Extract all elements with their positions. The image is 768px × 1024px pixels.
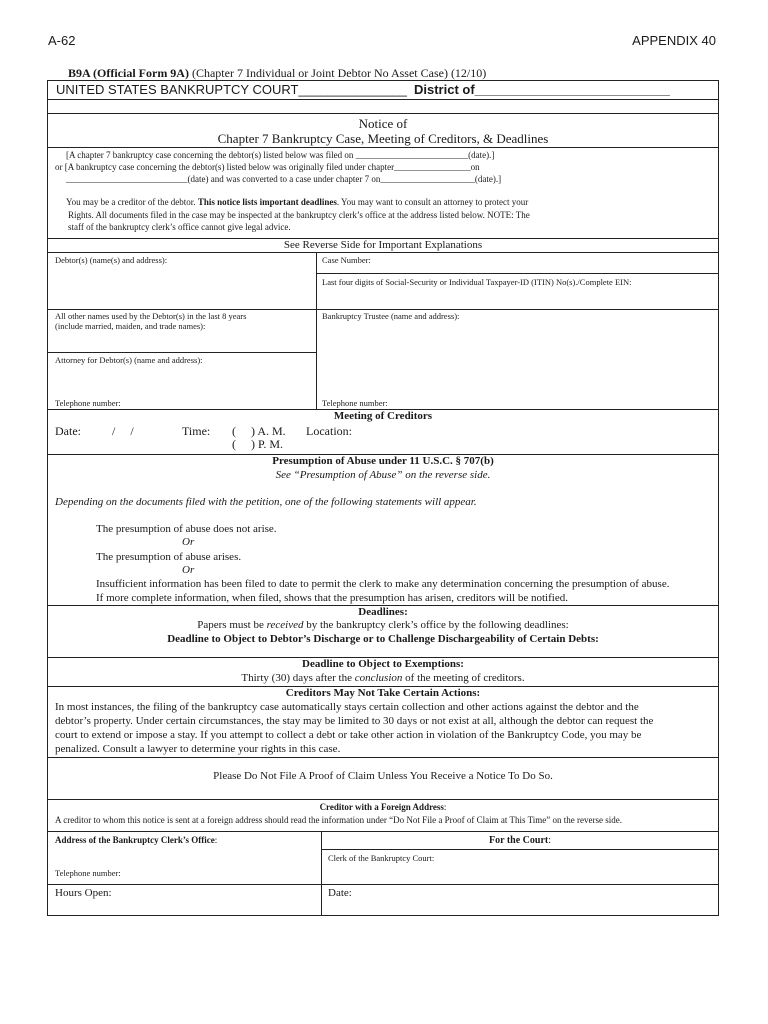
divider [316, 273, 719, 274]
divider [47, 309, 719, 310]
creditor-notice-1b: This notice lists important deadlines [197, 197, 337, 207]
foreign-title-text: Creditor with a Foreign Address [319, 802, 444, 812]
divider [47, 831, 719, 832]
presumption-depending: Depending on the documents filed with the petition, one of the following statements will appear. [55, 496, 477, 508]
filing-statement-b: or [A bankruptcy case concerning the debtor(s) listed below was originally filed under chapter_________________on [55, 162, 480, 172]
deadline-exemptions-c: of the meeting of creditors. [402, 672, 525, 684]
meeting-date-value: / / [112, 424, 134, 438]
presumption-or-2: Or [182, 564, 195, 576]
meeting-location-label: Location: [306, 424, 352, 438]
meeting-title: Meeting of Creditors [333, 410, 433, 422]
for-the-court-label [321, 835, 719, 846]
foreign-address-text: A creditor to whom this notice is sent at a foreign address should read the information under “Do Not File a Proof of Claim at This Time” on the reverse side. [55, 815, 622, 825]
district-label: District of___________________________ [414, 82, 670, 97]
for-the-court-text: For the Court [488, 835, 549, 846]
court-name: UNITED STATES BANKRUPTCY COURT_______________ [56, 82, 407, 97]
divider [47, 252, 719, 253]
clerk-address-label [55, 835, 217, 845]
actions-line-2: debtor’s property. Under certain circumstances, the stay may be limited to 30 days or not exist at all, although the debtor can request the [55, 715, 654, 727]
clerk-of-court-label: Clerk of the Bankruptcy Court: [328, 853, 435, 863]
notice-title-line1: Notice of [358, 116, 408, 131]
presumption-statement-3b: If more complete information, when filed, shows that the presumption has arisen, creditors will be notified. [96, 592, 568, 604]
filing-statement-c: ___________________________(date) and was converted to a case under chapter 7 on_____________________(date).] [66, 174, 502, 184]
form-identifier [68, 66, 486, 81]
presumption-or-1: Or [182, 536, 195, 548]
meeting-am: ( ) A. M. [232, 424, 286, 438]
deadline-discharge: Deadline to Object to Debtor’s Discharge or to Challenge Dischargeability of Certain Debts: [167, 633, 599, 645]
creditor-notice-3: staff of the bankruptcy clerk’s office cannot give legal advice. [68, 222, 291, 232]
creditor-notice-1 [66, 197, 528, 207]
actions-line-4: penalized. Consult a lawyer to determine your rights in this case. [55, 743, 341, 755]
other-names-label-1: All other names used by the Debtor(s) in the last 8 years [55, 311, 247, 321]
deadline-exemptions-b: conclusion [354, 672, 403, 684]
clerk-address-colon: : [214, 835, 218, 845]
footer-date-label: Date: [328, 887, 352, 899]
form-code: B9A (Official Form 9A) [68, 66, 189, 80]
divider [47, 757, 719, 758]
deadline-exemptions-title: Deadline to Object to Exemptions: [302, 658, 464, 670]
divider [47, 799, 719, 800]
actions-line-1: In most instances, the filing of the bankruptcy case automatically stays certain collection and other actions against the debtor and the [55, 701, 639, 713]
deadlines-papers [47, 619, 719, 631]
actions-line-3: court to extend or impose a stay. If you attempt to collect a debt or take other action in violation of the Bankruptcy Code, you may be [55, 729, 642, 741]
actions-title: Creditors May Not Take Certain Actions: [285, 687, 481, 699]
filing-statement-a: [A chapter 7 bankruptcy case concerning the debtor(s) listed below was filed on _________________________(date).] [66, 150, 495, 160]
meeting-pm: ( ) P. M. [232, 437, 284, 451]
divider [47, 352, 316, 353]
divider [47, 113, 719, 114]
deadlines-papers-c: by the bankruptcy clerk’s office by the following deadlines: [303, 619, 569, 631]
divider [316, 252, 317, 409]
notice-title-line2: Chapter 7 Bankruptcy Case, Meeting of Creditors, & Deadlines [217, 131, 549, 146]
divider [47, 147, 719, 148]
creditor-notice-1a: You may be a creditor of the debtor. [66, 197, 198, 207]
debtor-label: Debtor(s) (name(s) and address): [55, 255, 168, 265]
creditor-notice-1c: . You may want to consult an attorney to protect your [336, 197, 529, 207]
presumption-title: Presumption of Abuse under 11 U.S.C. § 707(b) [272, 455, 494, 467]
divider [47, 99, 719, 100]
creditor-notice-2: Rights. All documents filed in the case may be inspected at the bankruptcy clerk’s office at the address listed below. NOTE: The [68, 210, 530, 220]
meeting-date-label: Date: [55, 424, 81, 438]
foreign-title-colon: : [443, 802, 447, 812]
presumption-statement-3a: Insufficient information has been filed to date to permit the clerk to make any determination concerning the presumption of abuse. [96, 578, 670, 590]
foreign-address-title [47, 802, 719, 812]
form-description: (Chapter 7 Individual or Joint Debtor No Asset Case) (12/10) [191, 66, 487, 80]
page-number: A-62 [48, 33, 76, 48]
appendix-label: APPENDIX 40 [632, 33, 716, 48]
reverse-side-note: See Reverse Side for Important Explanations [283, 239, 483, 251]
hours-open-label: Hours Open: [55, 887, 112, 899]
deadlines-papers-a: Papers must be [197, 619, 267, 631]
attorney-label: Attorney for Debtor(s) (name and address): [55, 355, 203, 365]
telephone-left-label: Telephone number: [55, 398, 121, 408]
case-number-label: Case Number: [322, 255, 371, 265]
deadline-exemptions-text [47, 672, 719, 684]
presumption-statement-2: The presumption of abuse arises. [96, 551, 242, 563]
for-the-court-colon: : [548, 835, 552, 846]
divider [47, 884, 719, 885]
presumption-statement-1: The presumption of abuse does not arise. [96, 523, 277, 535]
ssn-label: Last four digits of Social-Security or Individual Taxpayer-ID (ITIN) No(s)./Complete EIN: [322, 277, 632, 287]
deadline-exemptions-a: Thirty (30) days after the [241, 672, 355, 684]
divider [321, 849, 719, 850]
deadlines-papers-b: received [266, 619, 304, 631]
other-names-label-2: (include married, maiden, and trade names): [55, 321, 206, 331]
deadlines-title: Deadlines: [358, 606, 408, 618]
proof-of-claim-note: Please Do Not File A Proof of Claim Unless You Receive a Notice To Do So. [213, 770, 553, 782]
trustee-label: Bankruptcy Trustee (name and address): [322, 311, 460, 321]
clerk-address-text: Address of the Bankruptcy Clerk’s Office [55, 835, 215, 845]
meeting-time-label: Time: [182, 424, 211, 438]
footer-telephone-label: Telephone number: [55, 868, 121, 878]
presumption-see: See “Presumption of Abuse” on the reverse side. [275, 469, 491, 481]
telephone-right-label: Telephone number: [322, 398, 388, 408]
